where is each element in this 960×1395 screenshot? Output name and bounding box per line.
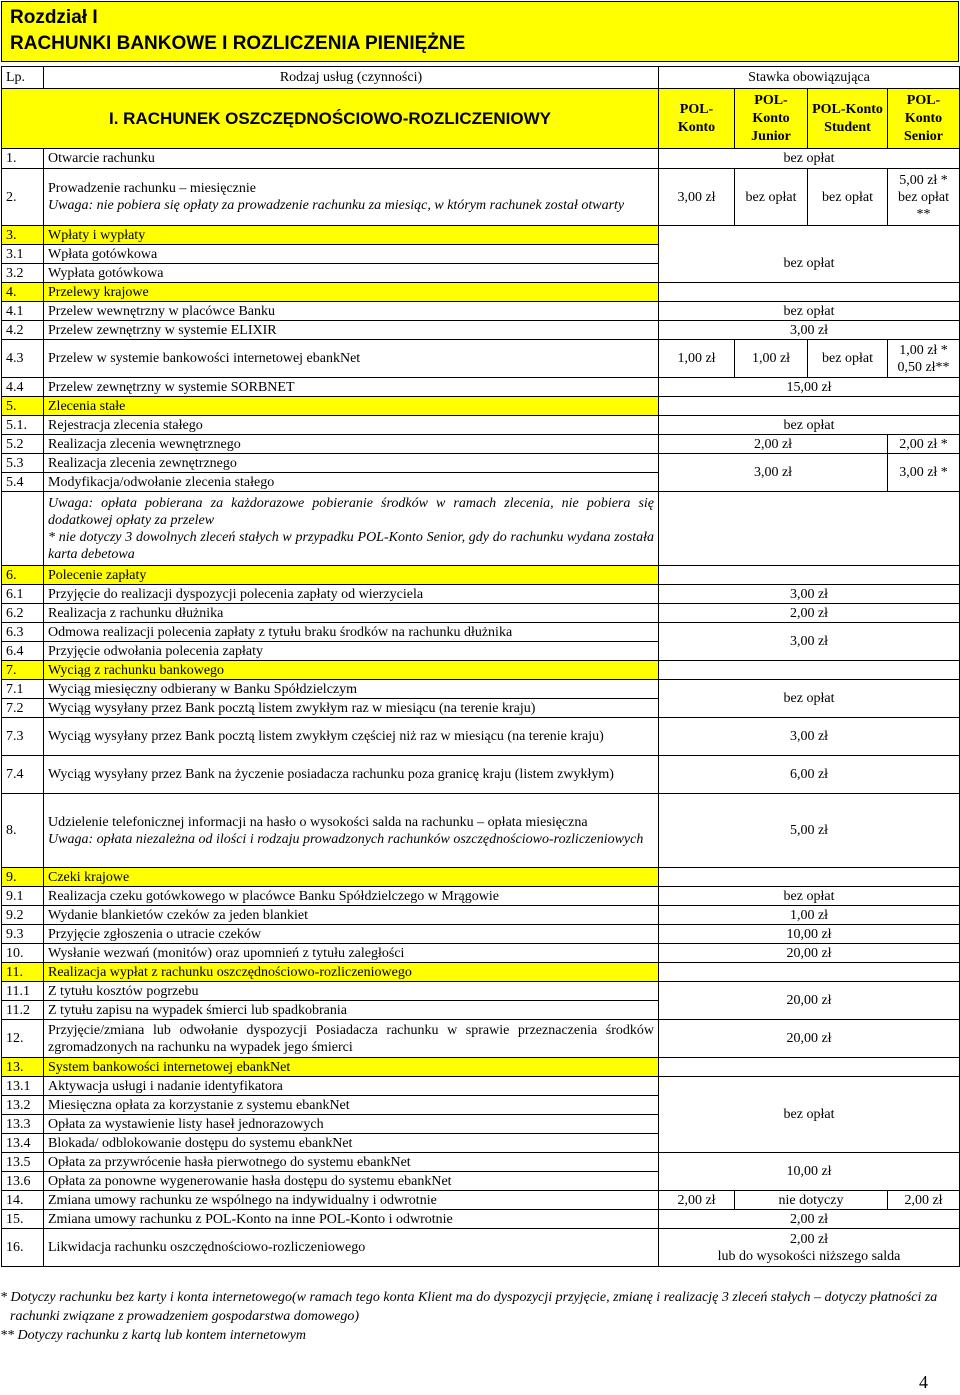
row-service: Opłata za wystawienie listy haseł jednorazowych [44, 1115, 659, 1134]
row-lp: 3.1 [2, 245, 44, 264]
row-service: Przyjęcie/zmiana lub odwołanie dyspozycji Posiadacza rachunku w sprawie przeznaczenia środków zgromadzonych na rachunku na wypadek jego śmierci [44, 1020, 659, 1058]
row-lp: 15. [2, 1210, 44, 1229]
row-lp: 9. [2, 868, 44, 887]
row-service: Wyciąg wysyłany przez Bank pocztą listem zwykłym raz w miesiącu (na terenie kraju) [44, 699, 659, 718]
row-service: Aktywacja usługi i nadanie identyfikatora [44, 1077, 659, 1096]
row-rate: 5,00 zł [659, 794, 960, 868]
row-note: Uwaga: nie pobiera się opłaty za prowadzenie rachunku za miesiąc, w którym rachunek został otwarty [48, 198, 625, 213]
row-lp: 4.2 [2, 321, 44, 340]
row-lp: 9.3 [2, 925, 44, 944]
row-service: Z tytułu kosztów pogrzebu [44, 982, 659, 1001]
row-rate-empty [659, 566, 960, 585]
row-rate: 2,00 zł [659, 1210, 960, 1229]
table-row [2, 680, 960, 699]
row-service: Likwidacja rachunku oszczędnościowo-rozliczeniowego [44, 1229, 659, 1267]
row-rate: 2,00 zł [659, 604, 960, 623]
table-row [2, 302, 960, 321]
row-service: Zlecenia stałe [44, 397, 659, 416]
rate-senior: 2,00 zł * [888, 435, 960, 454]
rate-senior-b: bez opłat ** [898, 189, 949, 222]
row-rate: 3,00 zł [659, 623, 960, 661]
table-row [2, 416, 960, 435]
table-row [2, 944, 960, 963]
row-rate: bez opłat [659, 245, 960, 283]
row-service: System bankowości internetowej ebankNet [44, 1058, 659, 1077]
footnote-1: * Dotyczy rachunku bez karty i konta internetowego(w ramach tego konta Klient ma do dyspozycji przyjęcie, zmianę i realizację 3 zleceń stałych – dotyczy płatności za rachunki związane z prowadzeniem gospodarstwa domowego) [0, 1290, 938, 1324]
table-row [2, 1210, 960, 1229]
footnotes [0, 1288, 940, 1345]
table-row [2, 169, 960, 226]
table-row [2, 226, 960, 245]
row-lp: 4.4 [2, 378, 44, 397]
row-service: Przelewy krajowe [44, 283, 659, 302]
row-service [44, 169, 659, 226]
row-rate [659, 1229, 960, 1267]
rate-senior [888, 169, 960, 226]
row-rate-empty [659, 492, 960, 566]
row-lp: 13.5 [2, 1153, 44, 1172]
row-rate: 20,00 zł [659, 1020, 960, 1058]
rate-senior [888, 340, 960, 378]
row-service-text: Prowadzenie rachunku – miesięcznie [48, 181, 256, 196]
row-rate: 3,00 zł [659, 718, 960, 756]
row-rate: 15,00 zł [659, 378, 960, 397]
col-rate: Stawka obowiązująca [659, 67, 960, 89]
row-service: Wpłata gotówkowa [44, 245, 659, 264]
row-service [44, 794, 659, 868]
table-row [2, 149, 960, 169]
row-lp [2, 492, 44, 566]
col-pol-konto-junior: POL-Konto Junior [735, 89, 808, 149]
row-lp: 5. [2, 397, 44, 416]
row-rate: 3,00 zł [659, 585, 960, 604]
table-row [2, 1153, 960, 1172]
rate-pol-konto: 3,00 zł [659, 169, 735, 226]
row-service: Odmowa realizacji polecenia zapłaty z tytułu braku środków na rachunku dłużnika [44, 623, 659, 642]
row-rate: 1,00 zł [659, 906, 960, 925]
row-lp: 11.2 [2, 1001, 44, 1020]
row-service: Rejestracja zlecenia stałego [44, 416, 659, 435]
row-service: Przyjęcie do realizacji dyspozycji polecenia zapłaty od wierzyciela [44, 585, 659, 604]
row-lp: 7.1 [2, 680, 44, 699]
row-lp: 9.2 [2, 906, 44, 925]
row-rate: 20,00 zł [659, 982, 960, 1020]
fee-table [1, 66, 960, 1267]
chapter-label: Rozdział I [10, 7, 98, 28]
row-lp: 13.4 [2, 1134, 44, 1153]
table-row [2, 906, 960, 925]
row-rate: 10,00 zł [659, 925, 960, 944]
row-note: Uwaga: opłata niezależna od ilości i rodzaju prowadzonych rachunków oszczędnościowo-rozliczeniowych [48, 831, 644, 847]
note-a: Uwaga: opłata pobierana za każdorazowe pobieranie środków w ramach zlecenia, nie pobiera się dodatkowej opłaty za przelew [48, 495, 654, 528]
row-lp: 1. [2, 149, 44, 169]
table-row [2, 623, 960, 642]
rate-senior: 2,00 zł [888, 1191, 960, 1210]
table-row [2, 492, 960, 566]
note-b: * nie dotyczy 3 dowolnych zleceń stałych w przypadku POL-Konto Senior, gdy do rachunku wydana została karta debetowa [48, 529, 654, 562]
row-service: Otwarcie rachunku [44, 149, 659, 169]
rate-junior: bez opłat [735, 169, 808, 226]
row-service: Zmiana umowy rachunku z POL-Konto na inne POL-Konto i odwrotnie [44, 1210, 659, 1229]
row-service: Realizacja z rachunku dłużnika [44, 604, 659, 623]
table-row [2, 566, 960, 585]
row-rate: bez opłat [659, 680, 960, 718]
table-row [2, 1077, 960, 1096]
row-lp: 13. [2, 1058, 44, 1077]
row-lp: 13.6 [2, 1172, 44, 1191]
row-service: Wyciąg miesięczny odbierany w Banku Spółdzielczym [44, 680, 659, 699]
row-service: Realizacja wypłat z rachunku oszczędnościowo-rozliczeniowego [44, 963, 659, 982]
row-lp: 5.2 [2, 435, 44, 454]
row-service: Modyfikacja/odwołanie zlecenia stałego [44, 473, 659, 492]
row-lp: 3.2 [2, 264, 44, 283]
table-row [2, 1229, 960, 1267]
row-lp: 6.1 [2, 585, 44, 604]
row-rate-empty [659, 963, 960, 982]
row-rate-empty [659, 1058, 960, 1077]
row-lp: 8. [2, 794, 44, 868]
row-service: Blokada/ odblokowanie dostępu do systemu ebankNet [44, 1134, 659, 1153]
row-lp: 13.3 [2, 1115, 44, 1134]
col-pol-konto-senior: POL-Konto Senior [888, 89, 960, 149]
row-lp: 7.3 [2, 718, 44, 756]
chapter-title: RACHUNKI BANKOWE I ROZLICZENIA PIENIĘŻNE [10, 33, 466, 54]
row-rate: 3,00 zł [659, 454, 888, 492]
col-pol-konto-student: POL-Konto Student [808, 89, 888, 149]
rate-senior-a: 5,00 zł * [899, 172, 948, 188]
row-service: Przelew zewnętrzny w systemie ELIXIR [44, 321, 659, 340]
row-rate-empty [659, 283, 960, 302]
row-lp: 7.4 [2, 756, 44, 794]
row-rate-empty [659, 397, 960, 416]
row-service: Opłata za przywrócenie hasła pierwotnego do systemu ebankNet [44, 1153, 659, 1172]
table-row [2, 245, 960, 264]
table-row [2, 454, 960, 473]
rate-senior: 3,00 zł * [888, 454, 960, 492]
table-head-row [2, 67, 960, 89]
table-row [2, 756, 960, 794]
row-rate: bez opłat [659, 1077, 960, 1153]
table-row [2, 925, 960, 944]
row-rate-empty [659, 226, 960, 245]
row-rate: bez opłat [659, 149, 960, 169]
row-rate: 3,00 zł [659, 321, 960, 340]
row-lp: 4.3 [2, 340, 44, 378]
col-pol-konto: POL-Konto [659, 89, 735, 149]
row-rate: bez opłat [659, 302, 960, 321]
row-service: Przyjęcie zgłoszenia o utracie czeków [44, 925, 659, 944]
row-service-text: Udzielenie telefonicznej informacji na hasło o wysokości salda na rachunku – opłata miesięczna [48, 814, 588, 830]
rate-pol-konto: 2,00 zł [659, 1191, 735, 1210]
table-row [2, 661, 960, 680]
table-row [2, 604, 960, 623]
row-lp: 12. [2, 1020, 44, 1058]
row-service: Przelew wewnętrzny w placówce Banku [44, 302, 659, 321]
rate-student: bez opłat [808, 169, 888, 226]
rate-student: bez opłat [808, 340, 888, 378]
row-service: Z tytułu zapisu na wypadek śmierci lub spadkobrania [44, 1001, 659, 1020]
table-row [2, 435, 960, 454]
row-service: Przelew zewnętrzny w systemie SORBNET [44, 378, 659, 397]
table-row [2, 283, 960, 302]
table-row [2, 378, 960, 397]
row-rate: bez opłat [659, 887, 960, 906]
section-title: I. RACHUNEK OSZCZĘDNOŚCIOWO-ROZLICZENIOWY [2, 89, 659, 149]
row-rate: 6,00 zł [659, 756, 960, 794]
row-service: Miesięczna opłata za korzystanie z systemu ebankNet [44, 1096, 659, 1115]
table-row [2, 963, 960, 982]
table-row [2, 1191, 960, 1210]
page-number: 4 [919, 1372, 928, 1392]
footnote-2: ** Dotyczy rachunku z kartą lub kontem internetowym [0, 1328, 306, 1343]
row-lp: 13.1 [2, 1077, 44, 1096]
col-service: Rodzaj usług (czynności) [44, 67, 659, 89]
col-lp: Lp. [2, 67, 44, 89]
row-service: Wpłaty i wypłaty [44, 226, 659, 245]
row-lp: 6.2 [2, 604, 44, 623]
row-service: Zmiana umowy rachunku ze wspólnego na indywidualny i odwrotnie [44, 1191, 659, 1210]
table-row [2, 321, 960, 340]
table-row [2, 1058, 960, 1077]
row-rate: 10,00 zł [659, 1153, 960, 1191]
row-rate: 2,00 zł [659, 435, 888, 454]
table-row [2, 397, 960, 416]
row-lp: 5.4 [2, 473, 44, 492]
rate-senior-a: 1,00 zł * [899, 342, 948, 358]
rate-junior: 1,00 zł [735, 340, 808, 378]
row-service: Wypłata gotówkowa [44, 264, 659, 283]
row-lp: 4.1 [2, 302, 44, 321]
row-lp: 13.2 [2, 1096, 44, 1115]
row-rate-empty [659, 661, 960, 680]
row-lp: 11.1 [2, 982, 44, 1001]
row-note [44, 492, 659, 566]
rate-line-2: lub do wysokości niższego salda [717, 1248, 901, 1264]
row-service: Realizacja czeku gotówkowego w placówce Banku Spółdzielczego w Mrągowie [44, 887, 659, 906]
table-row [2, 794, 960, 868]
table-row [2, 585, 960, 604]
table-row [2, 718, 960, 756]
row-service: Polecenie zapłaty [44, 566, 659, 585]
row-service: Wyciąg z rachunku bankowego [44, 661, 659, 680]
row-service: Realizacja zlecenia zewnętrznego [44, 454, 659, 473]
row-lp: 2. [2, 169, 44, 226]
row-lp: 6.3 [2, 623, 44, 642]
row-service: Wydanie blankietów czeków za jeden blankiet [44, 906, 659, 925]
row-lp: 4. [2, 283, 44, 302]
row-lp: 6.4 [2, 642, 44, 661]
row-service: Przelew w systemie bankowości internetowej ebankNet [44, 340, 659, 378]
row-service: Wyciąg wysyłany przez Bank na życzenie posiadacza rachunku poza granicę kraju (listem zwykłym) [44, 756, 659, 794]
row-rate: bez opłat [659, 416, 960, 435]
rate-line-1: 2,00 zł [789, 1231, 829, 1247]
row-service: Wyciąg wysyłany przez Bank pocztą listem zwykłym częściej niż raz w miesiącu (na terenie kraju) [44, 718, 659, 756]
row-lp: 10. [2, 944, 44, 963]
table-row [2, 887, 960, 906]
row-lp: 14. [2, 1191, 44, 1210]
row-rate-empty [659, 868, 960, 887]
section-header-row [2, 89, 960, 149]
rate-senior-b: 0,50 zł** [897, 359, 950, 375]
row-lp: 3. [2, 226, 44, 245]
chapter-header [1, 1, 959, 62]
row-service: Wysłanie wezwań (monitów) oraz upomnień z tytułu zaległości [44, 944, 659, 963]
table-row [2, 868, 960, 887]
row-lp: 5.1. [2, 416, 44, 435]
rate-junior-student: nie dotyczy [735, 1191, 888, 1210]
row-lp: 7. [2, 661, 44, 680]
row-lp: 6. [2, 566, 44, 585]
table-row [2, 340, 960, 378]
row-service: Opłata za ponowne wygenerowanie hasła dostępu do systemu ebankNet [44, 1172, 659, 1191]
row-service: Realizacja zlecenia wewnętrznego [44, 435, 659, 454]
row-rate: 20,00 zł [659, 944, 960, 963]
table-row [2, 1020, 960, 1058]
row-lp: 11. [2, 963, 44, 982]
row-service: Przyjęcie odwołania polecenia zapłaty [44, 642, 659, 661]
rate-pol-konto: 1,00 zł [659, 340, 735, 378]
table-row [2, 982, 960, 1001]
row-lp: 5.3 [2, 454, 44, 473]
row-lp: 9.1 [2, 887, 44, 906]
row-lp: 7.2 [2, 699, 44, 718]
row-lp: 16. [2, 1229, 44, 1267]
row-service: Czeki krajowe [44, 868, 659, 887]
